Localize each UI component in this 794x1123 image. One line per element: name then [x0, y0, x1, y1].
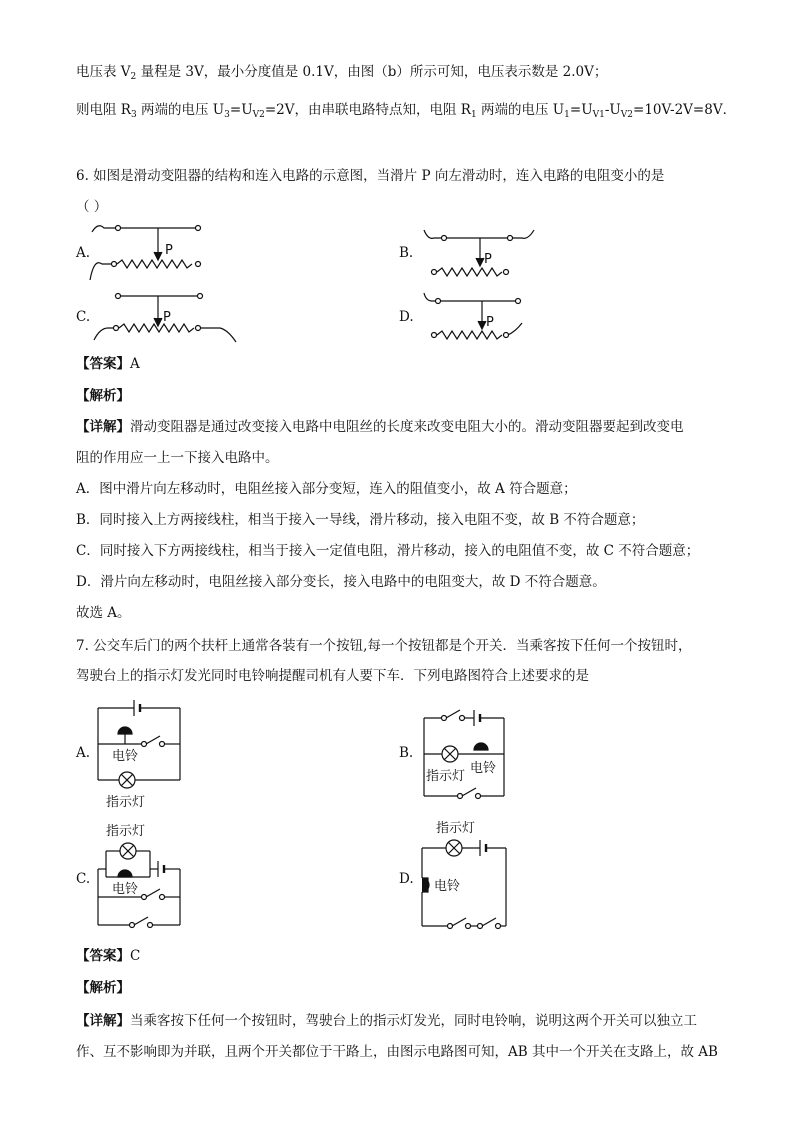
answer-line: 【答案】C	[76, 948, 141, 964]
question-7-stem: 驾驶台上的指示灯发光同时电铃响提醒司机有人要下车．下列电路图符合上述要求的是	[76, 668, 589, 684]
lamp-label: 指示灯	[436, 821, 476, 836]
option-c-label: C.	[76, 309, 91, 325]
circuit-diagram-a	[98, 700, 188, 815]
answer-blank: （ ）	[76, 199, 108, 215]
detail-line: 【详解】滑动变阻器是通过改变接入电路中电阻丝的长度来改变电阻大小的。滑动变阻器要起到改变电	[76, 419, 684, 435]
explanation-c: C．同时接入下方两接线柱，相当于接入一定值电阻，滑片移动，接入的电阻值不变，故 C 不符合题意；	[76, 543, 700, 559]
circuit-diagram-b	[424, 708, 514, 808]
explanation-a: A．图中滑片向左移动时，电阻丝接入部分变短，连入的阻值变小，故 A 符合题意；	[76, 481, 577, 497]
rheostat-diagram-d	[422, 291, 547, 346]
circuit-diagram-c	[98, 821, 188, 931]
lamp-label: 指示灯	[426, 769, 466, 784]
analysis-heading: 【解析】	[76, 388, 130, 404]
rheostat-diagram-c	[92, 288, 242, 348]
option-d-label: D.	[399, 309, 414, 325]
explanation-d: D．滑片向左移动时，电阻丝接入部分变长，接入电路中的电阻变大，故 D 不符合题意。	[76, 574, 606, 590]
detail-line: 作、互不影响即为并联，且两个开关都位于干路上，由图示电路图可知，AB 其中一个开关在支路上，故 AB	[76, 1044, 718, 1060]
bell-label: 电铃	[112, 882, 139, 897]
text-line: 则电阻 $R_3$ 两端的电压 $U_3=U_{V2}=2V$，由串联电路特点知，电阻 $R_1$ 两端的电压 $U_1=U_{V1}-U_{V2}=10V-2V=8V$．	[76, 102, 737, 120]
option-a-label: A.	[76, 245, 91, 261]
slider-label: P	[165, 243, 173, 258]
circuit-diagram-d	[422, 818, 522, 933]
option-b-label: B.	[399, 745, 414, 761]
answer-line: 【答案】A	[76, 356, 140, 372]
lamp-label: 指示灯	[106, 795, 146, 810]
analysis-heading: 【解析】	[76, 980, 130, 996]
option-b-label: B.	[399, 245, 414, 261]
bell-label: 电铃	[112, 749, 139, 764]
option-c-label: C.	[76, 871, 91, 887]
slider-label: P	[486, 315, 494, 330]
slider-label: P	[484, 252, 492, 267]
option-d-label: D.	[399, 871, 414, 887]
option-a-label: A.	[76, 745, 91, 761]
text-line: 电压表 $V_2$ 量程是 3V，最小分度值是 0.1V，由图（b）所示可知，电压表示数是 2.0V；	[76, 64, 608, 82]
conclusion: 故选 A。	[76, 605, 131, 621]
rheostat-diagram-b	[422, 226, 547, 281]
bell-label: 电铃	[470, 761, 497, 776]
detail-line: 阻的作用应一上一下接入电路中。	[76, 450, 279, 466]
explanation-b: B．同时接入上方两接线柱，相当于接入一导线，滑片移动，接入电阻不变，故 B 不符合题意；	[76, 512, 645, 528]
rheostat-diagram-a	[88, 218, 218, 288]
question-7-stem: 7. 公交车后门的两个扶杆上通常各装有一个按钮,每一个按钮都是个开关．当乘客按下任何一个按钮时，	[76, 638, 692, 654]
slider-label: P	[163, 310, 171, 325]
bell-label: 电铃	[434, 879, 461, 894]
detail-line: 【详解】当乘客按下任何一个按钮时，驾驶台上的指示灯发光，同时电铃响，说明这两个开关可以独立工	[76, 1013, 697, 1029]
lamp-label: 指示灯	[106, 824, 146, 839]
question-6-stem: 6. 如图是滑动变阻器的结构和连入电路的示意图，当滑片 P 向左滑动时，连入电路的电阻变小的是	[76, 168, 665, 184]
